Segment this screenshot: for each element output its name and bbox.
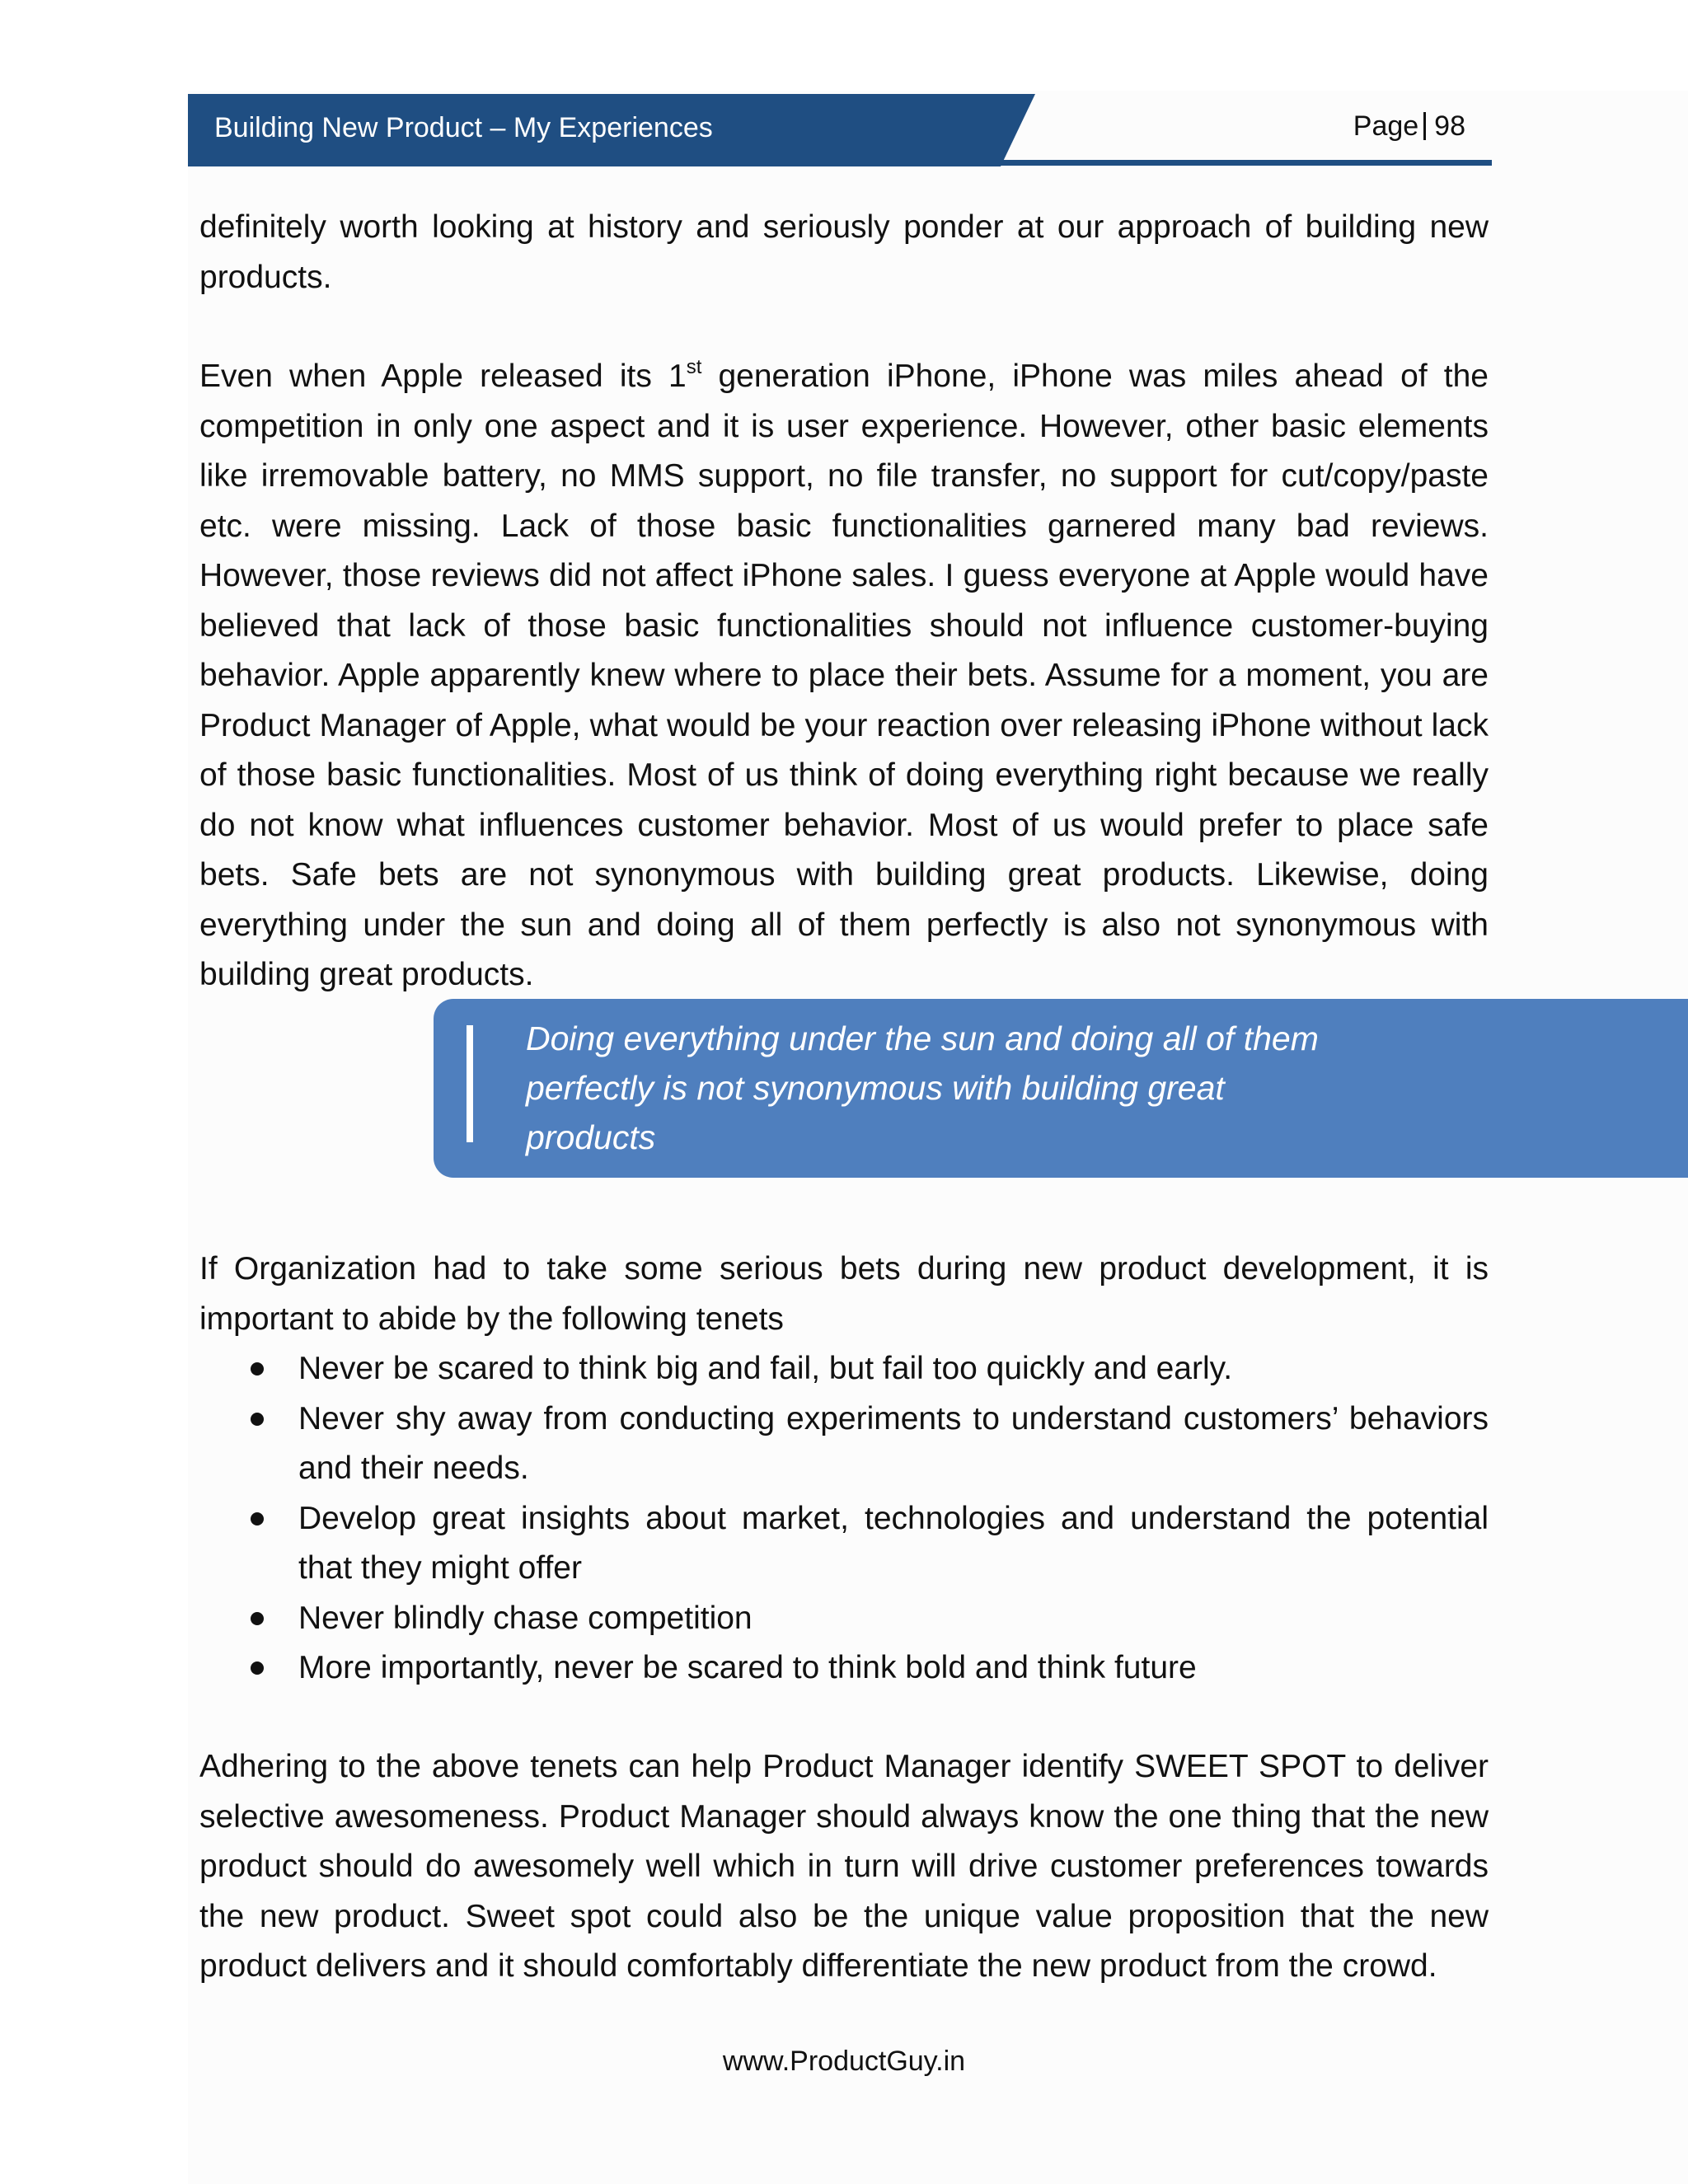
- document-title: Building New Product – My Experiences: [214, 112, 713, 143]
- list-item: [199, 1394, 1489, 1494]
- page-separator: [1423, 112, 1426, 140]
- list-item-text: Never be scared to think big and fail, but fail too quickly and early.: [298, 1351, 1233, 1386]
- paragraph-3-text: If Organization had to take some serious bets during new product development, it is important to abide by the following tenets: [199, 1251, 1489, 1337]
- header-underline: [1001, 160, 1492, 166]
- quote-bar: [467, 1025, 473, 1142]
- list-item-text: More importantly, never be scared to think bold and think future: [298, 1650, 1197, 1685]
- footer-url: www.ProductGuy.in: [722, 2046, 966, 2077]
- pull-quote-text: Doing everything under the sun and doing all of them perfectly is not synonymous with building great products: [526, 1019, 1319, 1156]
- superscript-st: st: [686, 356, 702, 378]
- page-number: 98: [1434, 110, 1465, 142]
- list-item-text: Never blindly chase competition: [298, 1600, 753, 1636]
- list-item-text: Develop great insights about market, technologies and understand the potential that they might offer: [298, 1500, 1489, 1586]
- header-band-slant: [1001, 94, 1035, 166]
- bullet-icon: [251, 1661, 264, 1675]
- list-item: [199, 1643, 1489, 1694]
- paragraph-4-text: Adhering to the above tenets can help Product Manager identify SWEET SPOT to deliver selective awesomeness. Product Manager should always know the one thing that the new product should do awesomely well which in turn will drive customer preferences towards the new product. Sweet spot could also be the unique value proposition that the new product delivers and it should comfortably differentiate the new product from the crowd.: [199, 1749, 1489, 1984]
- paragraph-2-text: [199, 352, 1489, 1001]
- bullet-icon: [251, 1512, 264, 1526]
- list-item: [199, 1594, 1489, 1644]
- page-number-label: [1353, 110, 1465, 143]
- page-header: [188, 94, 1492, 166]
- list-item-text: Never shy away from conducting experiments to understand customers’ behaviors and their needs.: [298, 1400, 1489, 1486]
- pull-quote: [434, 999, 1688, 1178]
- paragraph-2-start: Even when Apple released its 1: [199, 359, 687, 394]
- bullet-icon: [251, 1413, 264, 1426]
- paragraph-4: [199, 1742, 1489, 1992]
- paragraph-2: [199, 352, 1489, 1001]
- list-item: [199, 1494, 1489, 1594]
- bullet-icon: [251, 1612, 264, 1625]
- paragraph-3: [199, 1244, 1489, 1344]
- paragraph-1-text: definitely worth looking at history and seriously ponder at our approach of building new products.: [199, 209, 1489, 295]
- tenets-list: [199, 1344, 1489, 1694]
- bullet-icon: [251, 1362, 264, 1376]
- paragraph-2-rest: generation iPhone, iPhone was miles ahead of the competition in only one aspect and it is user experience. However, other basic elements like irremovable battery, no MMS support, no file transfer, no support for cut/copy/paste etc. were missing. Lack of those basic functionalities garnered many bad reviews. However, those reviews did not affect iPhone sales. I guess everyone at Apple would have believed that lack of those basic functionalities should not influence customer-buying behavior. Apple apparently knew where to place their bets. Assume for a moment, you are Product Manager of Apple, what would be your reaction over releasing iPhone without lack of those basic functionalities. Most of us think of doing everything right because we really do not know what influences customer behavior. Most of us would prefer to place safe bets. Safe bets are not synonymous with building great products. Likewise, doing everything under the sun and doing all of them perfectly is also not synonymous with building great products.: [199, 359, 1489, 992]
- paragraph-1: [199, 203, 1489, 302]
- page-label: Page: [1353, 110, 1419, 142]
- list-item: [199, 1344, 1489, 1394]
